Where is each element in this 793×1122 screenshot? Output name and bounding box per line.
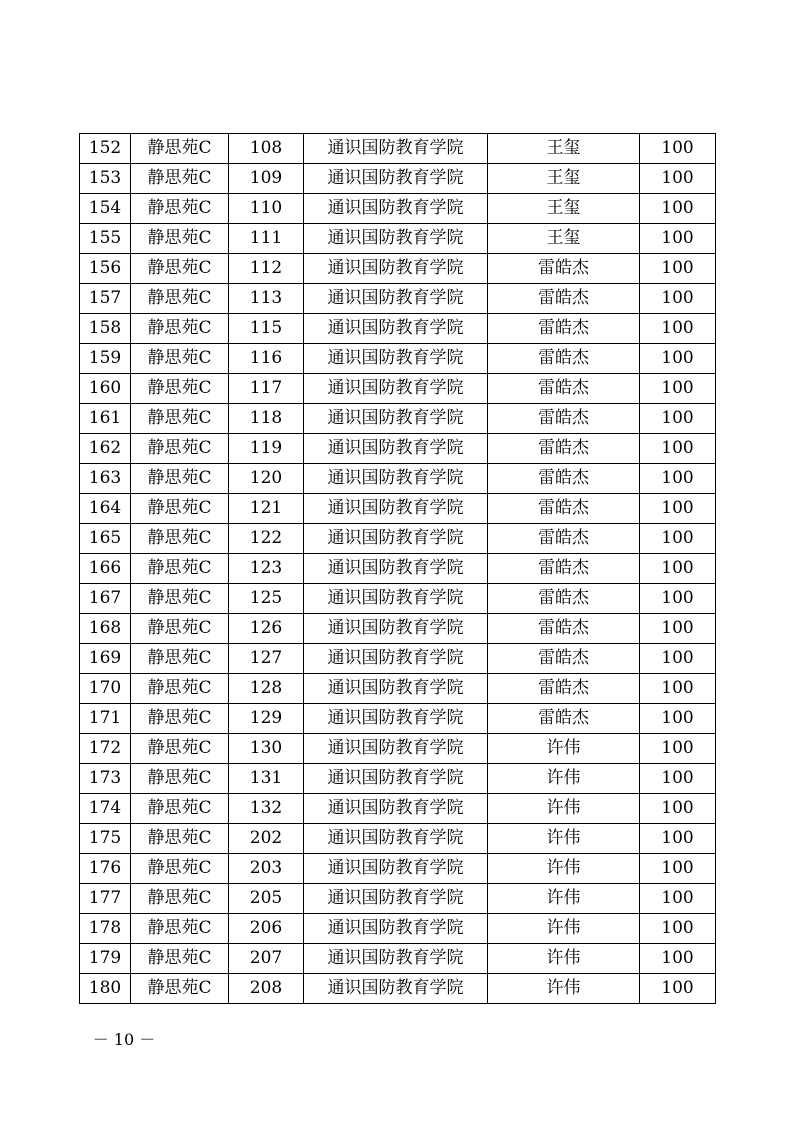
building-cell: 静思苑C bbox=[131, 764, 229, 794]
score-cell: 100 bbox=[640, 524, 716, 554]
building-cell: 静思苑C bbox=[131, 374, 229, 404]
building-cell: 静思苑C bbox=[131, 254, 229, 284]
score-cell: 100 bbox=[640, 194, 716, 224]
score-cell: 100 bbox=[640, 164, 716, 194]
score-cell: 100 bbox=[640, 884, 716, 914]
room-number-cell: 120 bbox=[229, 464, 304, 494]
room-number-cell: 121 bbox=[229, 494, 304, 524]
college-cell: 通识国防教育学院 bbox=[304, 854, 488, 884]
college-cell: 通识国防教育学院 bbox=[304, 194, 488, 224]
score-cell: 100 bbox=[640, 284, 716, 314]
table-row bbox=[80, 494, 716, 524]
responsible-person-cell: 雷皓杰 bbox=[488, 704, 640, 734]
building-cell: 静思苑C bbox=[131, 494, 229, 524]
building-cell: 静思苑C bbox=[131, 734, 229, 764]
row-number-cell: 171 bbox=[80, 704, 131, 734]
row-number-cell: 169 bbox=[80, 644, 131, 674]
table-row bbox=[80, 164, 716, 194]
building-cell: 静思苑C bbox=[131, 914, 229, 944]
row-number-cell: 170 bbox=[80, 674, 131, 704]
score-cell: 100 bbox=[640, 614, 716, 644]
college-cell: 通识国防教育学院 bbox=[304, 254, 488, 284]
score-cell: 100 bbox=[640, 434, 716, 464]
responsible-person-cell: 许伟 bbox=[488, 914, 640, 944]
score-cell: 100 bbox=[640, 944, 716, 974]
building-cell: 静思苑C bbox=[131, 854, 229, 884]
responsible-person-cell: 雷皓杰 bbox=[488, 464, 640, 494]
building-cell: 静思苑C bbox=[131, 284, 229, 314]
room-number-cell: 206 bbox=[229, 914, 304, 944]
college-cell: 通识国防教育学院 bbox=[304, 554, 488, 584]
room-number-cell: 208 bbox=[229, 974, 304, 1004]
room-number-cell: 130 bbox=[229, 734, 304, 764]
row-number-cell: 160 bbox=[80, 374, 131, 404]
table-row bbox=[80, 314, 716, 344]
score-cell: 100 bbox=[640, 914, 716, 944]
row-number-cell: 153 bbox=[80, 164, 131, 194]
building-cell: 静思苑C bbox=[131, 344, 229, 374]
building-cell: 静思苑C bbox=[131, 464, 229, 494]
score-cell: 100 bbox=[640, 764, 716, 794]
score-cell: 100 bbox=[640, 704, 716, 734]
responsible-person-cell: 雷皓杰 bbox=[488, 584, 640, 614]
table-row bbox=[80, 374, 716, 404]
table-row bbox=[80, 734, 716, 764]
college-cell: 通识国防教育学院 bbox=[304, 674, 488, 704]
row-number-cell: 163 bbox=[80, 464, 131, 494]
table-body bbox=[80, 134, 716, 1004]
room-number-cell: 132 bbox=[229, 794, 304, 824]
responsible-person-cell: 许伟 bbox=[488, 764, 640, 794]
table-row bbox=[80, 614, 716, 644]
building-cell: 静思苑C bbox=[131, 794, 229, 824]
room-number-cell: 123 bbox=[229, 554, 304, 584]
row-number-cell: 155 bbox=[80, 224, 131, 254]
score-cell: 100 bbox=[640, 494, 716, 524]
building-cell: 静思苑C bbox=[131, 164, 229, 194]
building-cell: 静思苑C bbox=[131, 944, 229, 974]
room-number-cell: 126 bbox=[229, 614, 304, 644]
table-row bbox=[80, 914, 716, 944]
building-cell: 静思苑C bbox=[131, 644, 229, 674]
responsible-person-cell: 王玺 bbox=[488, 164, 640, 194]
row-number-cell: 154 bbox=[80, 194, 131, 224]
room-number-cell: 113 bbox=[229, 284, 304, 314]
responsible-person-cell: 许伟 bbox=[488, 824, 640, 854]
room-number-cell: 108 bbox=[229, 134, 304, 164]
score-cell: 100 bbox=[640, 464, 716, 494]
table-row bbox=[80, 254, 716, 284]
score-cell: 100 bbox=[640, 644, 716, 674]
row-number-cell: 172 bbox=[80, 734, 131, 764]
college-cell: 通识国防教育学院 bbox=[304, 524, 488, 554]
table-row bbox=[80, 854, 716, 884]
building-cell: 静思苑C bbox=[131, 434, 229, 464]
room-number-cell: 118 bbox=[229, 404, 304, 434]
college-cell: 通识国防教育学院 bbox=[304, 614, 488, 644]
page-number: － 10 － bbox=[92, 1030, 156, 1049]
row-number-cell: 180 bbox=[80, 974, 131, 1004]
responsible-person-cell: 雷皓杰 bbox=[488, 524, 640, 554]
building-cell: 静思苑C bbox=[131, 314, 229, 344]
table-row bbox=[80, 404, 716, 434]
row-number-cell: 175 bbox=[80, 824, 131, 854]
responsible-person-cell: 雷皓杰 bbox=[488, 284, 640, 314]
responsible-person-cell: 雷皓杰 bbox=[488, 374, 640, 404]
room-number-cell: 111 bbox=[229, 224, 304, 254]
score-cell: 100 bbox=[640, 374, 716, 404]
table-row bbox=[80, 974, 716, 1004]
college-cell: 通识国防教育学院 bbox=[304, 824, 488, 854]
row-number-cell: 179 bbox=[80, 944, 131, 974]
row-number-cell: 152 bbox=[80, 134, 131, 164]
building-cell: 静思苑C bbox=[131, 824, 229, 854]
responsible-person-cell: 王玺 bbox=[488, 194, 640, 224]
college-cell: 通识国防教育学院 bbox=[304, 134, 488, 164]
table-row bbox=[80, 134, 716, 164]
responsible-person-cell: 王玺 bbox=[488, 134, 640, 164]
room-number-cell: 109 bbox=[229, 164, 304, 194]
row-number-cell: 164 bbox=[80, 494, 131, 524]
table-row bbox=[80, 944, 716, 974]
row-number-cell: 167 bbox=[80, 584, 131, 614]
row-number-cell: 161 bbox=[80, 404, 131, 434]
college-cell: 通识国防教育学院 bbox=[304, 314, 488, 344]
score-cell: 100 bbox=[640, 674, 716, 704]
college-cell: 通识国防教育学院 bbox=[304, 494, 488, 524]
room-number-cell: 128 bbox=[229, 674, 304, 704]
responsible-person-cell: 雷皓杰 bbox=[488, 404, 640, 434]
responsible-person-cell: 许伟 bbox=[488, 854, 640, 884]
table-row bbox=[80, 884, 716, 914]
building-cell: 静思苑C bbox=[131, 974, 229, 1004]
responsible-person-cell: 雷皓杰 bbox=[488, 554, 640, 584]
score-cell: 100 bbox=[640, 734, 716, 764]
building-cell: 静思苑C bbox=[131, 554, 229, 584]
college-cell: 通识国防教育学院 bbox=[304, 224, 488, 254]
college-cell: 通识国防教育学院 bbox=[304, 914, 488, 944]
college-cell: 通识国防教育学院 bbox=[304, 944, 488, 974]
college-cell: 通识国防教育学院 bbox=[304, 734, 488, 764]
responsible-person-cell: 雷皓杰 bbox=[488, 614, 640, 644]
room-number-cell: 110 bbox=[229, 194, 304, 224]
responsible-person-cell: 雷皓杰 bbox=[488, 674, 640, 704]
score-cell: 100 bbox=[640, 824, 716, 854]
room-number-cell: 115 bbox=[229, 314, 304, 344]
score-cell: 100 bbox=[640, 344, 716, 374]
table-row bbox=[80, 824, 716, 854]
responsible-person-cell: 雷皓杰 bbox=[488, 254, 640, 284]
building-cell: 静思苑C bbox=[131, 194, 229, 224]
dormitory-score-table bbox=[79, 133, 716, 1004]
room-number-cell: 119 bbox=[229, 434, 304, 464]
table-row bbox=[80, 794, 716, 824]
row-number-cell: 178 bbox=[80, 914, 131, 944]
college-cell: 通识国防教育学院 bbox=[304, 644, 488, 674]
score-cell: 100 bbox=[640, 554, 716, 584]
college-cell: 通识国防教育学院 bbox=[304, 584, 488, 614]
table-row bbox=[80, 434, 716, 464]
college-cell: 通识国防教育学院 bbox=[304, 284, 488, 314]
table-row bbox=[80, 554, 716, 584]
row-number-cell: 165 bbox=[80, 524, 131, 554]
row-number-cell: 166 bbox=[80, 554, 131, 584]
college-cell: 通识国防教育学院 bbox=[304, 404, 488, 434]
room-number-cell: 129 bbox=[229, 704, 304, 734]
table-row bbox=[80, 524, 716, 554]
responsible-person-cell: 雷皓杰 bbox=[488, 434, 640, 464]
room-number-cell: 116 bbox=[229, 344, 304, 374]
row-number-cell: 162 bbox=[80, 434, 131, 464]
row-number-cell: 168 bbox=[80, 614, 131, 644]
table-row bbox=[80, 674, 716, 704]
room-number-cell: 117 bbox=[229, 374, 304, 404]
row-number-cell: 157 bbox=[80, 284, 131, 314]
row-number-cell: 156 bbox=[80, 254, 131, 284]
table-row bbox=[80, 704, 716, 734]
row-number-cell: 158 bbox=[80, 314, 131, 344]
table-row bbox=[80, 644, 716, 674]
building-cell: 静思苑C bbox=[131, 134, 229, 164]
row-number-cell: 176 bbox=[80, 854, 131, 884]
table-row bbox=[80, 194, 716, 224]
table-row bbox=[80, 224, 716, 254]
table-row bbox=[80, 464, 716, 494]
responsible-person-cell: 许伟 bbox=[488, 944, 640, 974]
row-number-cell: 159 bbox=[80, 344, 131, 374]
score-cell: 100 bbox=[640, 134, 716, 164]
table-row bbox=[80, 764, 716, 794]
college-cell: 通识国防教育学院 bbox=[304, 434, 488, 464]
responsible-person-cell: 雷皓杰 bbox=[488, 314, 640, 344]
score-cell: 100 bbox=[640, 854, 716, 884]
responsible-person-cell: 许伟 bbox=[488, 734, 640, 764]
score-cell: 100 bbox=[640, 314, 716, 344]
building-cell: 静思苑C bbox=[131, 884, 229, 914]
score-cell: 100 bbox=[640, 794, 716, 824]
room-number-cell: 122 bbox=[229, 524, 304, 554]
building-cell: 静思苑C bbox=[131, 524, 229, 554]
building-cell: 静思苑C bbox=[131, 704, 229, 734]
score-cell: 100 bbox=[640, 404, 716, 434]
building-cell: 静思苑C bbox=[131, 674, 229, 704]
college-cell: 通识国防教育学院 bbox=[304, 764, 488, 794]
score-cell: 100 bbox=[640, 224, 716, 254]
responsible-person-cell: 许伟 bbox=[488, 794, 640, 824]
room-number-cell: 207 bbox=[229, 944, 304, 974]
building-cell: 静思苑C bbox=[131, 614, 229, 644]
responsible-person-cell: 许伟 bbox=[488, 974, 640, 1004]
row-number-cell: 173 bbox=[80, 764, 131, 794]
building-cell: 静思苑C bbox=[131, 404, 229, 434]
college-cell: 通识国防教育学院 bbox=[304, 344, 488, 374]
responsible-person-cell: 王玺 bbox=[488, 224, 640, 254]
building-cell: 静思苑C bbox=[131, 224, 229, 254]
room-number-cell: 202 bbox=[229, 824, 304, 854]
score-cell: 100 bbox=[640, 974, 716, 1004]
room-number-cell: 131 bbox=[229, 764, 304, 794]
room-number-cell: 112 bbox=[229, 254, 304, 284]
college-cell: 通识国防教育学院 bbox=[304, 974, 488, 1004]
table-row bbox=[80, 344, 716, 374]
score-cell: 100 bbox=[640, 254, 716, 284]
score-cell: 100 bbox=[640, 584, 716, 614]
building-cell: 静思苑C bbox=[131, 584, 229, 614]
table-row bbox=[80, 284, 716, 314]
room-number-cell: 125 bbox=[229, 584, 304, 614]
college-cell: 通识国防教育学院 bbox=[304, 794, 488, 824]
room-number-cell: 203 bbox=[229, 854, 304, 884]
row-number-cell: 174 bbox=[80, 794, 131, 824]
row-number-cell: 177 bbox=[80, 884, 131, 914]
room-number-cell: 205 bbox=[229, 884, 304, 914]
college-cell: 通识国防教育学院 bbox=[304, 374, 488, 404]
room-number-cell: 127 bbox=[229, 644, 304, 674]
college-cell: 通识国防教育学院 bbox=[304, 884, 488, 914]
responsible-person-cell: 许伟 bbox=[488, 884, 640, 914]
table-row bbox=[80, 584, 716, 614]
responsible-person-cell: 雷皓杰 bbox=[488, 644, 640, 674]
responsible-person-cell: 雷皓杰 bbox=[488, 494, 640, 524]
responsible-person-cell: 雷皓杰 bbox=[488, 344, 640, 374]
college-cell: 通识国防教育学院 bbox=[304, 164, 488, 194]
college-cell: 通识国防教育学院 bbox=[304, 704, 488, 734]
college-cell: 通识国防教育学院 bbox=[304, 464, 488, 494]
